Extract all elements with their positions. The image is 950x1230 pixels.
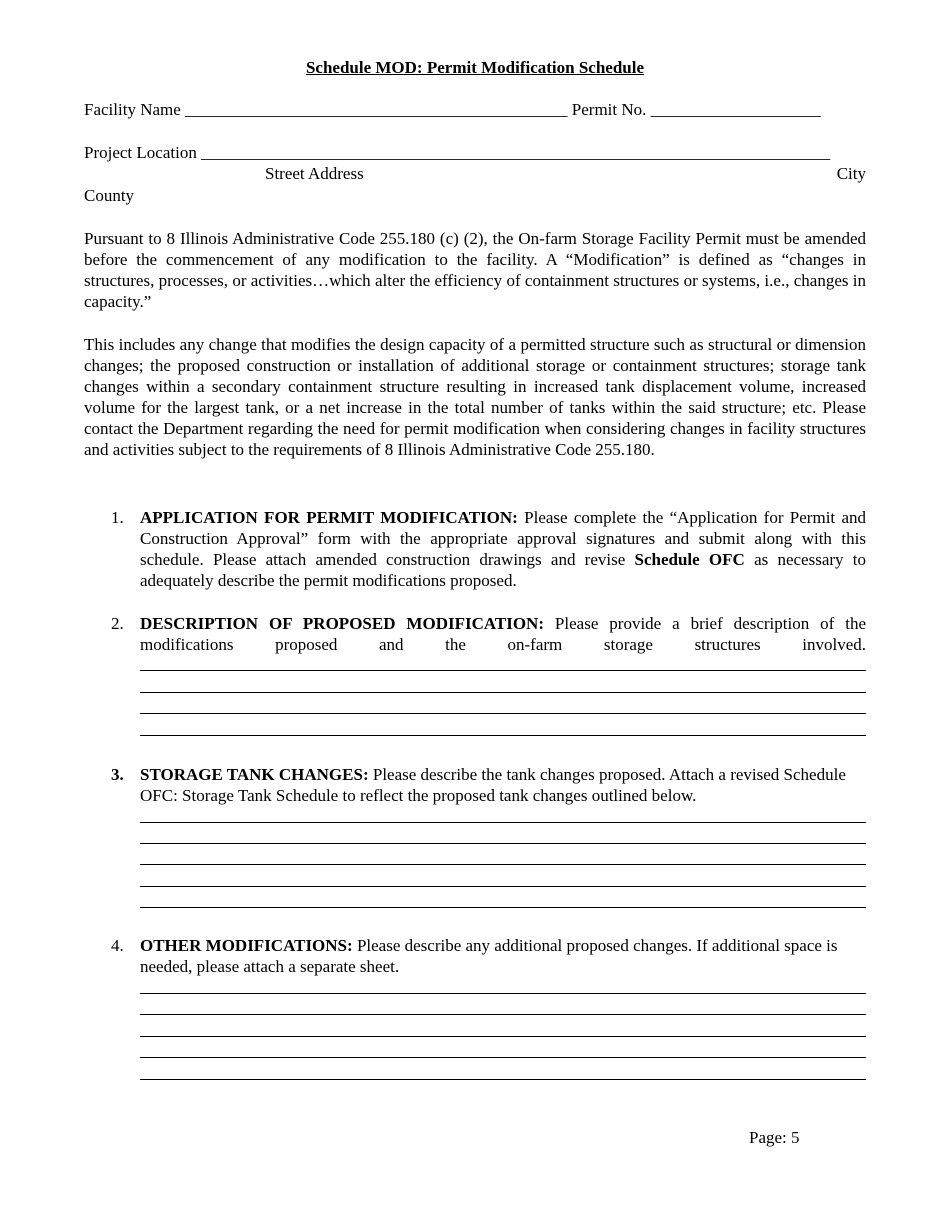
item-1-number: 1. — [111, 508, 124, 527]
item-3-answer-line[interactable] — [140, 864, 866, 865]
item-3-text — [140, 764, 866, 806]
item-2-number: 2. — [111, 614, 124, 633]
street-address-caption: Street Address — [265, 164, 364, 183]
item-1-heading: APPLICATION FOR PERMIT MODIFICATION: — [140, 508, 518, 527]
permit-no-field[interactable]: ____________________ — [650, 100, 821, 119]
item-3-answer-line[interactable] — [140, 886, 866, 887]
item-4-answer-line[interactable] — [140, 1079, 866, 1080]
city-caption: City — [836, 164, 866, 183]
item-4-answer-line[interactable] — [140, 993, 866, 994]
item-1-body-b: as necessary to adequately describe the permit modifications proposed. — [140, 550, 867, 590]
project-location-field[interactable]: __________________________________________________________________________ — [201, 143, 831, 162]
item-1-body-a: Please complete the “Application for Permit and Construction Approval” form with the appropriate approval signatures and submit along with this schedule. Please attach amended construction drawings and revise — [140, 508, 866, 569]
item-2-heading: DESCRIPTION OF PROPOSED MODIFICATION: — [140, 614, 544, 633]
item-2-body: Please provide a brief description of the modifications proposed and the on-farm storage structures involved. — [140, 614, 867, 654]
item-4-heading: OTHER MODIFICATIONS: — [140, 936, 353, 955]
item-4-number: 4. — [111, 936, 124, 955]
item-2-answer-line[interactable] — [140, 692, 866, 693]
item-2-answer-line[interactable] — [140, 713, 866, 714]
intro-paragraph-2: This includes any change that modifies the design capacity of a permitted structure such as structural or dimension changes; the proposed construction or installation of additional storage or containment structures; storage tank changes within a secondary containment structure resulting in increased tank displacement volume, increased volume for the largest tank, or a net increase in the total number of tanks within the said structure; etc. Please contact the Department regarding the need for permit modification when considering changes in facility structures and activities subject to the requirements of 8 Illinois Administrative Code 255.180. — [84, 335, 866, 459]
item-3-heading: STORAGE TANK CHANGES: — [140, 765, 369, 784]
page-number: Page: 5 — [749, 1128, 800, 1147]
project-location-row — [84, 142, 830, 163]
item-3-answer-line[interactable] — [140, 843, 866, 844]
item-3-number: 3. — [111, 765, 124, 784]
item-2-answer-line[interactable] — [140, 670, 866, 671]
facility-name-field[interactable]: _____________________________________________ — [185, 100, 568, 119]
permit-no-label: Permit No. — [567, 100, 651, 119]
item-2-answer-line[interactable] — [140, 735, 866, 736]
item-3-body: Please describe the tank changes proposed. Attach a revised Schedule OFC: Storage Tank Schedule to reflect the proposed tank changes outlined below. — [140, 765, 846, 805]
item-4-body: Please describe any additional proposed changes. If additional space is needed, please attach a separate sheet. — [140, 936, 838, 976]
facility-name-label: Facility Name — [84, 100, 186, 119]
intro-paragraph-1: Pursuant to 8 Illinois Administrative Code 255.180 (c) (2), the On-farm Storage Facility Permit must be amended before the commencement of any modification to the facility. A “Modification” is defined as “changes in structures, processes, or activities…which alter the efficiency of containment structures or systems, i.e., changes in capacity.” — [84, 229, 866, 311]
item-3-answer-line[interactable] — [140, 822, 866, 823]
item-2-text — [140, 613, 866, 655]
item-1-schedule-ref: Schedule OFC — [634, 550, 745, 569]
item-4-answer-line[interactable] — [140, 1036, 866, 1037]
county-caption: County — [84, 186, 135, 205]
item-4-answer-line[interactable] — [140, 1014, 866, 1015]
item-3-answer-line[interactable] — [140, 907, 866, 908]
item-4-answer-line[interactable] — [140, 1057, 866, 1058]
item-1-text — [140, 507, 866, 591]
facility-row — [84, 99, 821, 120]
item-4-text — [140, 935, 866, 977]
project-location-label: Project Location — [84, 143, 202, 162]
page-title: Schedule MOD: Permit Modification Schedule — [305, 58, 645, 77]
